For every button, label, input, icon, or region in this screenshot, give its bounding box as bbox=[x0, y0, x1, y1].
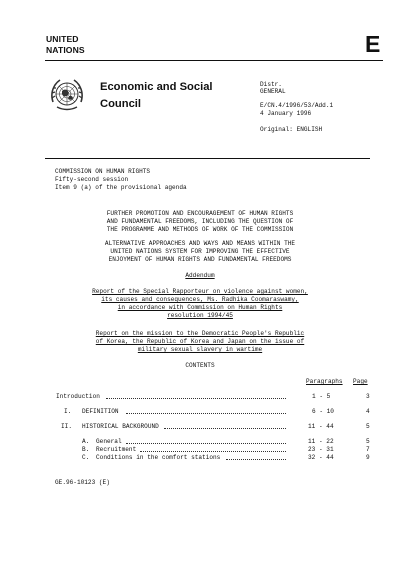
toc-row bbox=[0, 454, 400, 462]
toc-row bbox=[0, 446, 400, 454]
report-line-2: its causes and consequences, Ms. Radhika Coomaraswamy, bbox=[101, 296, 299, 303]
toc-page: 5 bbox=[366, 438, 370, 445]
contents-col-paragraphs: Paragraphs bbox=[306, 378, 343, 385]
toc-paragraphs: 6 - 10 bbox=[312, 408, 334, 415]
addendum-heading: Addendum bbox=[185, 272, 215, 279]
subtitle-line-3: ENJOYMENT OF HUMAN RIGHTS AND FUNDAMENTAL FREEDOMS bbox=[108, 256, 292, 263]
original-language: Original: ENGLISH bbox=[260, 126, 323, 133]
subtitle-line-1: ALTERNATIVE APPROACHES AND WAYS AND MEANS WITHIN THE bbox=[104, 240, 296, 247]
session-name: Fifty-second session bbox=[55, 176, 129, 183]
toc-row bbox=[0, 393, 400, 401]
un-wordmark bbox=[46, 34, 85, 56]
document-date: 4 January 1996 bbox=[260, 110, 312, 117]
subtitle-line-2: UNITED NATIONS SYSTEM FOR IMPROVING THE EFFECTIVE bbox=[110, 248, 290, 255]
org-line-2: NATIONS bbox=[46, 45, 85, 55]
toc-label: HISTORICAL BACKGROUND bbox=[82, 423, 159, 430]
toc-number: B. bbox=[82, 446, 90, 453]
toc-page: 3 bbox=[366, 393, 370, 400]
agenda-item: Item 9 (a) of the provisional agenda bbox=[55, 184, 187, 191]
toc-page: 7 bbox=[366, 446, 370, 453]
toc-leader-dots bbox=[126, 413, 286, 414]
contents-heading: CONTENTS bbox=[185, 362, 215, 369]
document-symbol: E/CN.4/1996/53/Add.1 bbox=[260, 102, 334, 109]
toc-row bbox=[0, 423, 400, 431]
title-line-1: FURTHER PROMOTION AND ENCOURAGEMENT OF HUMAN RIGHTS bbox=[106, 210, 294, 217]
toc-label: DEFINITION bbox=[82, 408, 119, 415]
toc-number: C. bbox=[82, 454, 90, 461]
commission-name: COMMISSION ON HUMAN RIGHTS bbox=[55, 168, 151, 175]
mission-line-3: military sexual slavery in wartime bbox=[137, 346, 263, 353]
council-symbol-letter: E bbox=[365, 31, 381, 57]
toc-number: A. bbox=[82, 438, 90, 445]
report-line-3: in accordance with Commission on Human Rights bbox=[117, 304, 283, 311]
toc-leader-dots bbox=[140, 451, 286, 452]
report-line-1: Report of the Special Rapporteur on violence against women, bbox=[92, 288, 308, 295]
toc-leader-dots bbox=[126, 443, 286, 444]
toc-page: 9 bbox=[366, 454, 370, 461]
job-number: GE.96-10123 (E) bbox=[55, 479, 110, 486]
toc-label: Conditions in the comfort stations bbox=[96, 454, 221, 461]
toc-label: Recruitment bbox=[96, 446, 137, 453]
toc-paragraphs: 1 - 5 bbox=[312, 393, 331, 400]
council-name bbox=[100, 79, 213, 113]
toc-row bbox=[0, 408, 400, 416]
contents-col-page: Page bbox=[353, 378, 368, 385]
mission-line-2: of Korea, the Republic of Korea and Japan on the issue of bbox=[95, 338, 305, 345]
toc-number: I. bbox=[64, 408, 72, 415]
toc-page: 4 bbox=[366, 408, 370, 415]
distr-value: GENERAL bbox=[260, 88, 286, 95]
toc-label: Introduction bbox=[56, 393, 100, 400]
council-line-1: Economic and Social bbox=[100, 81, 213, 93]
toc-label: General bbox=[96, 438, 122, 445]
header-rule-top bbox=[45, 60, 383, 61]
toc-paragraphs: 23 - 31 bbox=[308, 446, 334, 453]
toc-paragraphs: 11 - 22 bbox=[308, 438, 334, 445]
toc-paragraphs: 32 - 44 bbox=[308, 454, 334, 461]
un-emblem-icon bbox=[47, 74, 87, 114]
title-line-2: AND FUNDAMENTAL FREEDOMS, INCLUDING THE QUESTION OF bbox=[106, 218, 294, 225]
mission-line-1: Report on the mission to the Democratic People's Republic bbox=[95, 330, 305, 337]
toc-leader-dots bbox=[226, 459, 286, 460]
header-rule-bottom bbox=[45, 158, 370, 159]
council-line-2: Council bbox=[100, 98, 142, 110]
toc-leader-dots bbox=[164, 428, 286, 429]
title-line-3: THE PROGRAMME AND METHODS OF WORK OF THE COMMISSION bbox=[106, 226, 294, 233]
toc-leader-dots bbox=[106, 398, 286, 399]
org-line-1: UNITED bbox=[46, 34, 79, 44]
toc-number: II. bbox=[61, 423, 72, 430]
report-line-4: resolution 1994/45 bbox=[167, 312, 233, 319]
toc-row bbox=[0, 438, 400, 446]
toc-paragraphs: 11 - 44 bbox=[308, 423, 334, 430]
toc-page: 5 bbox=[366, 423, 370, 430]
distr-label: Distr. bbox=[260, 81, 282, 88]
